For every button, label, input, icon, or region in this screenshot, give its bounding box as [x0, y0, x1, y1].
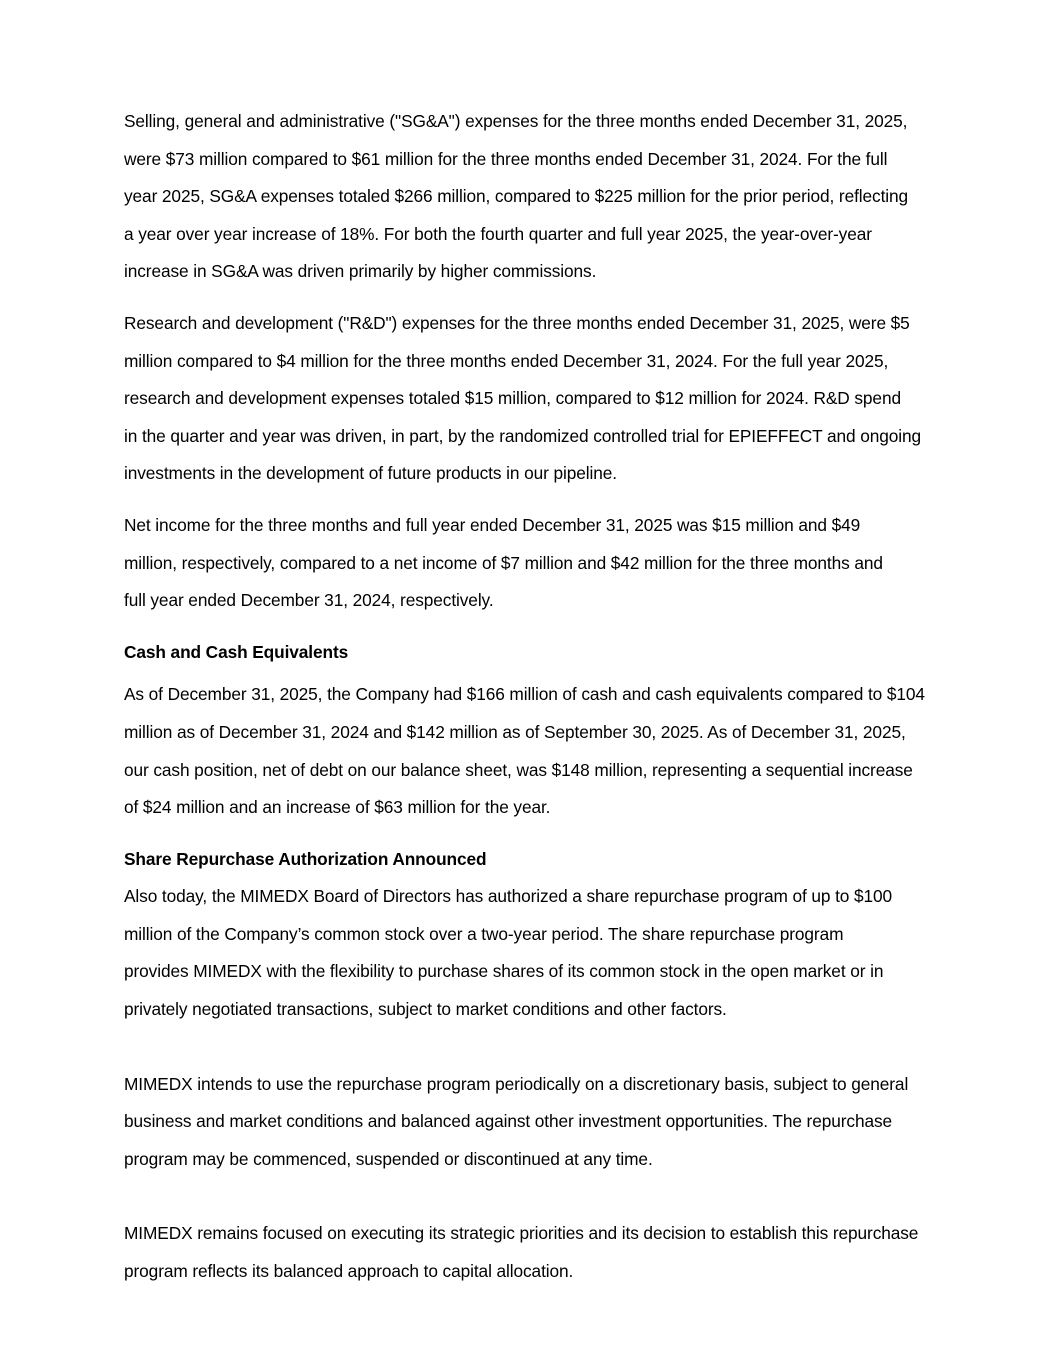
text-line: MIMEDX remains focused on executing its strategic priorities and its decision to establish this repurchase: [124, 1223, 919, 1244]
text-line: million compared to $4 million for the three months ended December 31, 2024. For the full year 2025,: [124, 350, 889, 371]
text-line: million of the Company’s common stock over a two-year period. The share repurchase program: [124, 923, 844, 944]
paragraph-strategic-focus: [124, 1215, 939, 1290]
text-line: privately negotiated transactions, subject to market conditions and other factors.: [124, 999, 727, 1020]
text-line: program may be commenced, suspended or discontinued at any time.: [124, 1148, 653, 1169]
paragraph-repurchase: [124, 878, 939, 1028]
text-line: Net income for the three months and full year ended December 31, 2025 was $15 million and $49: [124, 514, 861, 535]
text-line: million, respectively, compared to a net income of $7 million and $42 million for the three months and: [124, 552, 883, 573]
text-line: were $73 million compared to $61 million for the three months ended December 31, 2024. For the full: [124, 148, 888, 169]
paragraph-sga-expenses: [124, 103, 939, 291]
text-line: million as of December 31, 2024 and $142 million as of September 30, 2025. As of December 31, 2025,: [124, 721, 906, 742]
text-line: full year ended December 31, 2024, respectively.: [124, 590, 494, 611]
text-line: research and development expenses totaled $15 million, compared to $12 million for 2024. R&D spend: [124, 388, 901, 409]
paragraph-repurchase-intent: [124, 1066, 939, 1179]
text-line: MIMEDX intends to use the repurchase program periodically on a discretionary basis, subject to general: [124, 1073, 909, 1094]
text-line: investments in the development of future products in our pipeline.: [124, 463, 617, 484]
heading-share-repurchase: Share Repurchase Authorization Announced: [124, 848, 487, 869]
text-line: business and market conditions and balanced against other investment opportunities. The repurchase: [124, 1111, 893, 1132]
heading-cash-equivalents: Cash and Cash Equivalents: [124, 641, 349, 662]
text-line: our cash position, net of debt on our balance sheet, was $148 million, representing a sequential increase: [124, 759, 913, 780]
paragraph-rd-expenses: [124, 305, 939, 493]
text-line: a year over year increase of 18%. For both the fourth quarter and full year 2025, the year-over-year: [124, 223, 872, 244]
text-line: provides MIMEDX with the flexibility to purchase shares of its common stock in the open market or in: [124, 961, 884, 982]
text-line: Research and development ("R&D") expenses for the three months ended December 31, 2025, were $5: [124, 312, 910, 333]
paragraph-spacer: [124, 1029, 939, 1066]
paragraph-spacer: [124, 493, 939, 507]
paragraph-spacer: [124, 291, 939, 305]
paragraph-spacer: [124, 620, 939, 634]
paragraph-net-income: [124, 507, 939, 620]
document-body: [124, 103, 939, 1291]
paragraph-cash: [124, 676, 939, 826]
text-line: Selling, general and administrative ("SG&A") expenses for the three months ended December 31, 2025,: [124, 111, 908, 131]
text-line: year 2025, SG&A expenses totaled $266 million, compared to $225 million for the prior period, reflecting: [124, 186, 909, 207]
paragraph-spacer: [124, 827, 939, 841]
text-line: program reflects its balanced approach to capital allocation.: [124, 1261, 574, 1282]
text-line: increase in SG&A was driven primarily by higher commissions.: [124, 261, 597, 282]
text-line: in the quarter and year was driven, in part, by the randomized controlled trial for EPIEFFECT and ongoing: [124, 425, 922, 446]
text-line: As of December 31, 2025, the Company had $166 million of cash and cash equivalents compared to $104: [124, 684, 925, 705]
paragraph-spacer: [124, 1178, 939, 1215]
text-line: Also today, the MIMEDX Board of Directors has authorized a share repurchase program of up to $100: [124, 886, 893, 907]
text-line: of $24 million and an increase of $63 million for the year.: [124, 797, 551, 818]
